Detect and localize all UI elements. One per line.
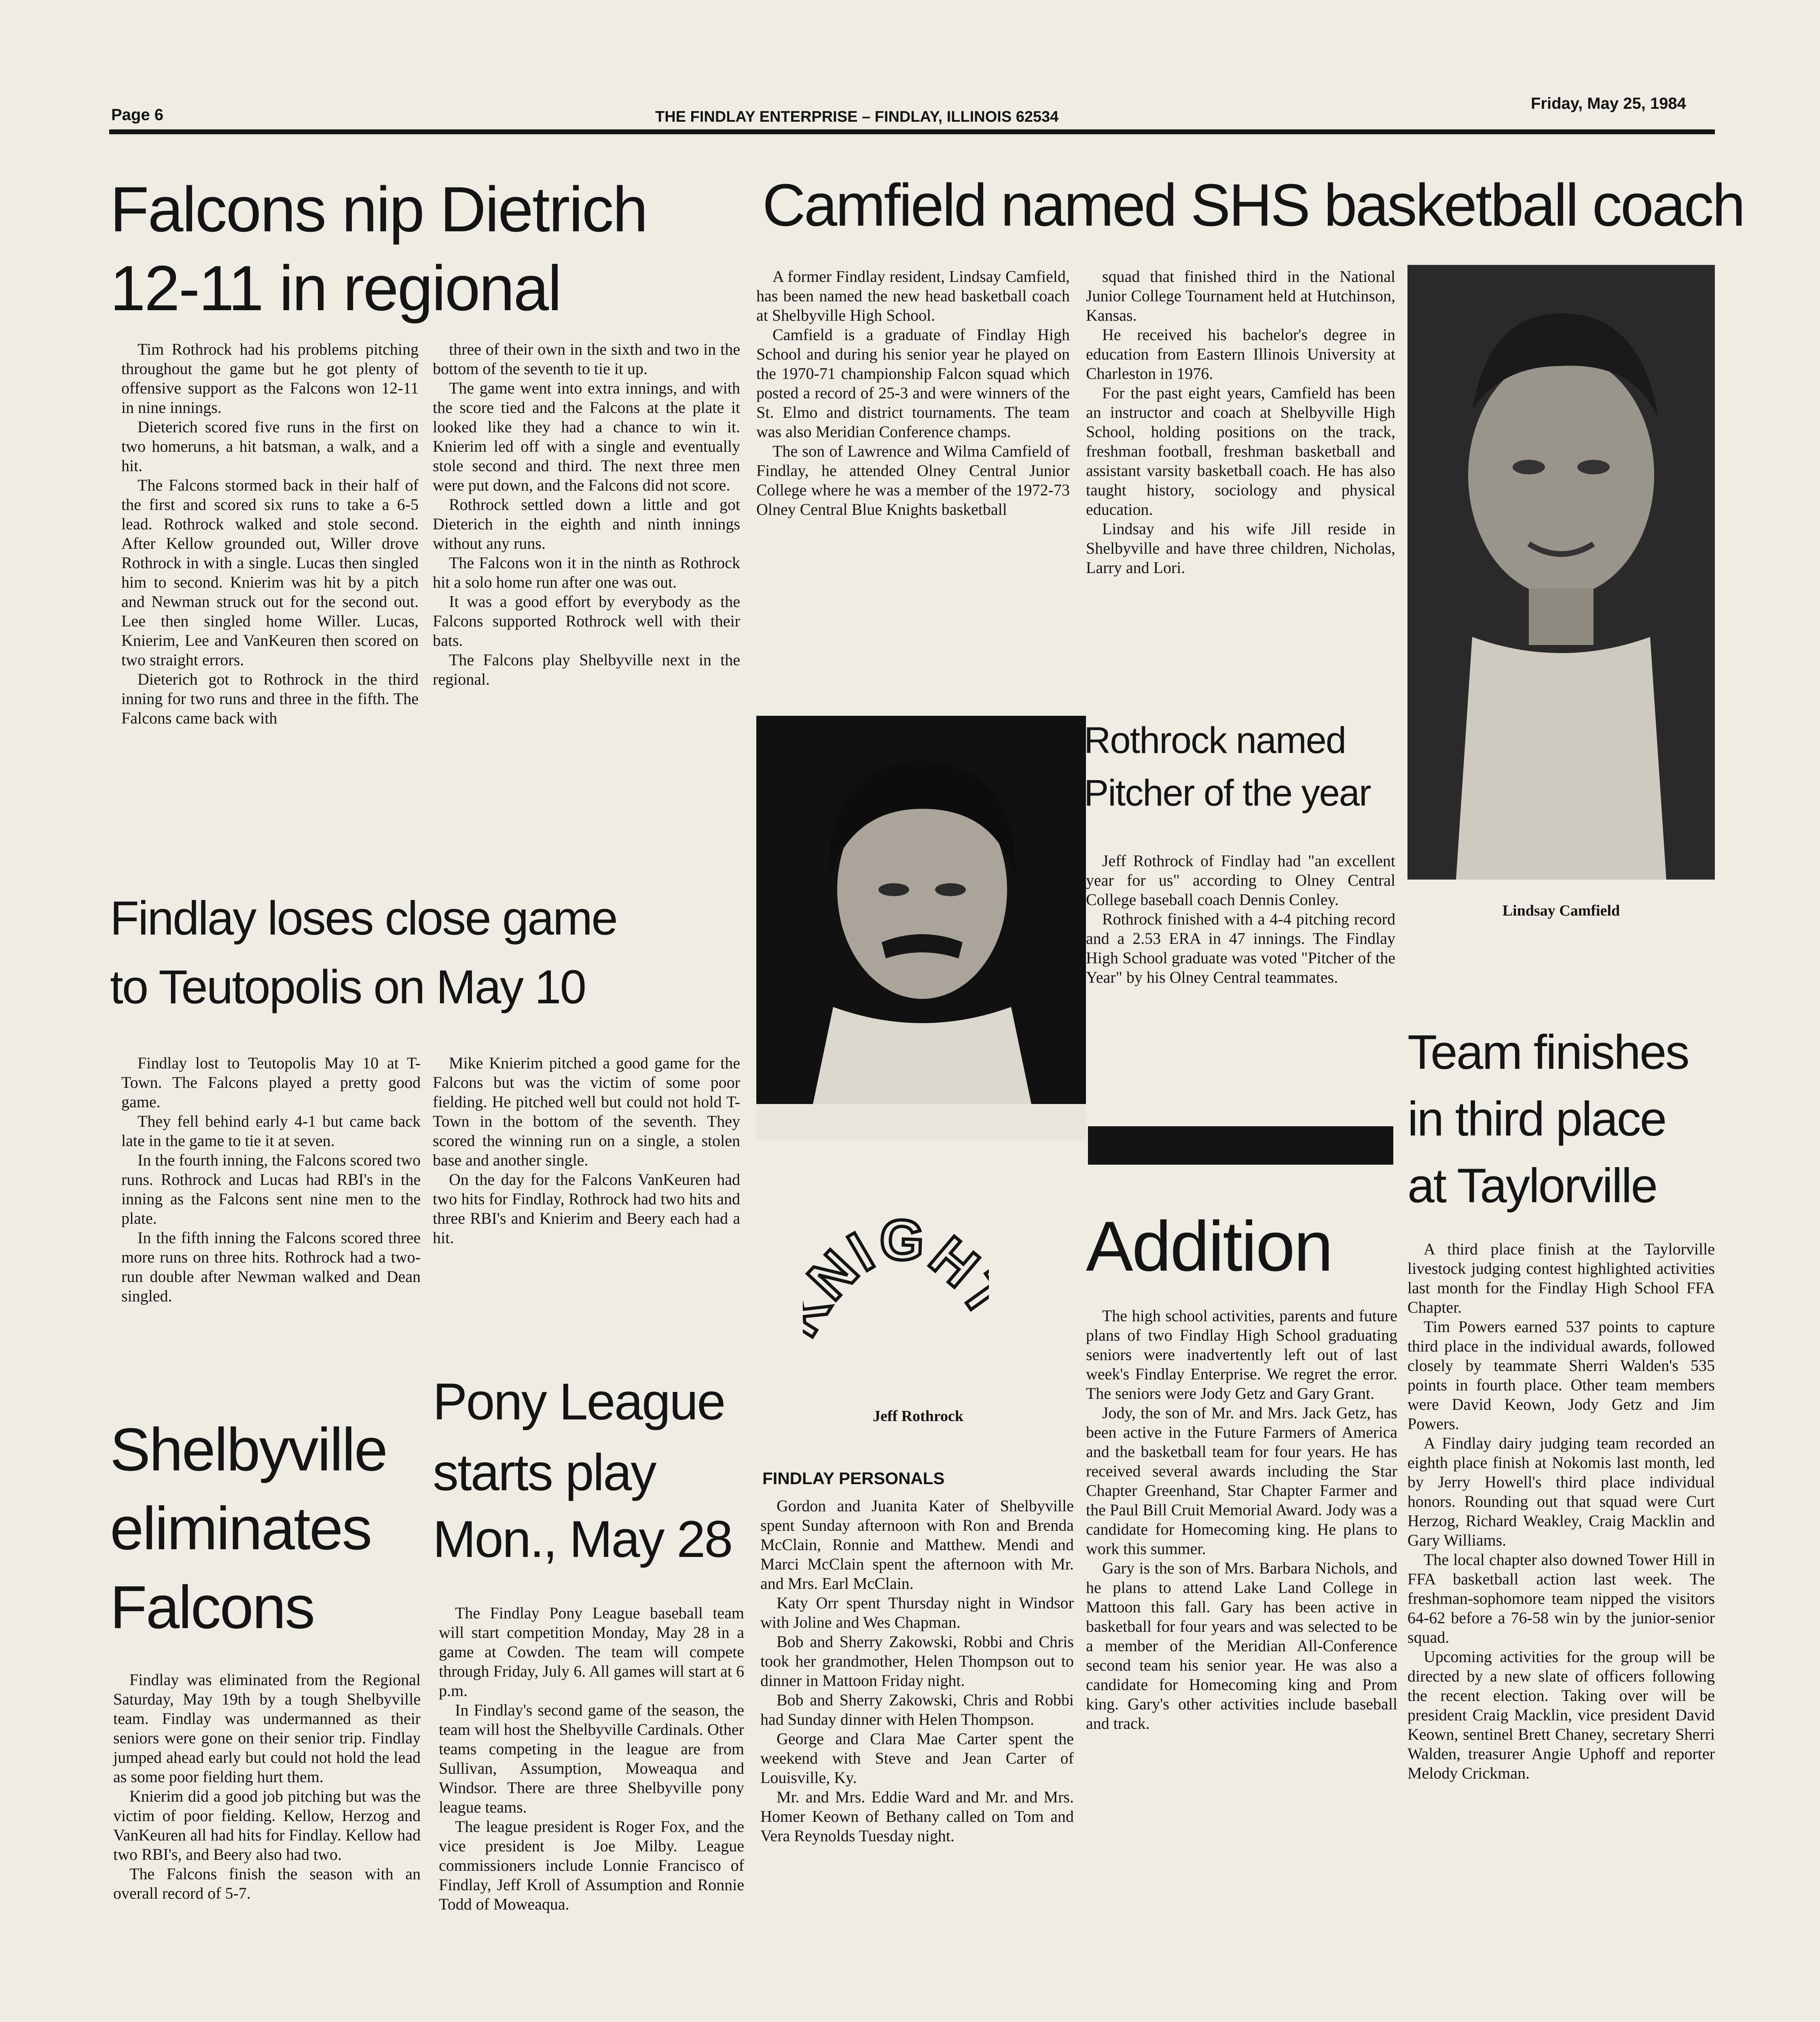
rothrock-headline-1: Rothrock named [1084,720,1346,761]
personals-body [760,1496,1074,1846]
personals-paragraph: Mr. and Mrs. Eddie Ward and Mr. and Mrs. Homer Keown of Bethany called on Tom and Vera Reynolds Tuesday night. [760,1788,1074,1845]
rothrock-body [1086,851,1395,987]
pony-body [439,1603,744,1914]
black-bar [1088,1126,1393,1165]
shelbyville-headline-3: Falcons [110,1573,314,1641]
falcons-paragraph: The Falcons stormed back in their half of the first and scored six runs to take a 6-5 lead. Rothrock walked and stole second. After Kellow grounded out, Willer drove Rothrock in with a single. Lucas then singled him to second. Knierim was hit by a pitch and Newman struck out for the second out. Lee then singled home Willer. Lucas, Knierim, Lee and VanKeuren then scored on two straight errors. [121,476,419,669]
paper-name: THE FINDLAY ENTERPRISE – FINDLAY, ILLINOIS 62534 [655,108,1059,125]
shelbyville-paragraph: The Falcons finish the season with an overall record of 5-7. [113,1865,421,1902]
camfield-paragraph: For the past eight years, Camfield has been an instructor and coach at Shelbyville High School, holding positions on the track, freshman football, freshman basketball and assistant varsity basketball coach. He has also taught history, sociology and physical education. [1086,384,1395,518]
pony-paragraph: The Findlay Pony League baseball team will start competition Monday, May 28 in a game at Cowden. The team will compete through Friday, July 6. All games will start at 6 p.m. [439,1604,744,1700]
taylorville-headline-1: Team finishes [1407,1025,1689,1079]
pony-paragraph: In Findlay's second game of the season, the team will host the Shelbyville Cardinals. Other teams competing in the league are from Sullivan, Assumption, Moweaqua and Windsor. There are three Shelbyville pony league teams. [439,1701,744,1816]
camfield-paragraph: The son of Lawrence and Wilma Camfield of Findlay, he attended Olney Central Junior College where he was a member of the 1972-73 Olney Central Blue Knights basketball [756,442,1070,518]
teutopolis-headline-2: to Teutopolis on May 10 [110,960,586,1014]
camfield-paragraph: A former Findlay resident, Lindsay Camfield, has been named the new head basketball coach at Shelbyville High School. [756,267,1070,324]
knights-jersey-text [803,1179,989,1353]
shelbyville-headline-1: Shelbyville [110,1415,387,1483]
falcons-paragraph: Dieterich scored five runs in the first on two homeruns, a hit batsman, a walk, and a hit. [121,418,419,475]
taylorville-paragraph: Upcoming activities for the group will be directed by a new slate of officers following the recent election. Taking over will be president Craig Macklin, vice president David Keown, sentinel Brett Chaney, secretary Sherri Walden, treasurer Angie Uphoff and reporter Melody Crickman. [1407,1648,1715,1782]
camfield-headline: Camfield named SHS basketball coach [762,172,1744,239]
rothrock-headline-2: Pitcher of the year [1084,772,1371,814]
shelbyville-headline-2: eliminates [110,1494,371,1562]
teutopolis-paragraph: Mike Knierim pitched a good game for the Falcons but was the victim of some poor fielding. He pitched well but could not hold T-Town in the bottom of the seventh. They scored the winning run on a single, a stolen base and another single. [433,1054,740,1169]
falcons-paragraph: Rothrock settled down a little and got Dieterich in the eighth and ninth innings without any runs. [433,495,740,552]
svg-text:KNIGHTS [803,1179,989,1347]
camfield-paragraph: He received his bachelor's degree in education from Eastern Illinois University at Charleston in 1976. [1086,326,1395,383]
falcons-paragraph: three of their own in the sixth and two in the bottom of the seventh to tie it up. [433,340,740,378]
rothrock-paragraph: Jeff Rothrock of Findlay had "an excellent year for us" according to Olney Central College baseball coach Dennis Conley. [1086,852,1395,909]
falcons-paragraph: The Falcons won it in the ninth as Rothrock hit a solo home run after one was out. [433,554,740,591]
falcons-column-2 [433,340,740,689]
pony-paragraph: The league president is Roger Fox, and the vice president is Joe Milby. League commissioners include Lonnie Francisco of Findlay, Jeff Kroll of Assumption and Ronnie Todd of Moweaqua. [439,1817,744,1913]
camfield-paragraph: Lindsay and his wife Jill reside in Shelbyville and have three children, Nicholas, Larry and Lori. [1086,520,1395,577]
falcons-paragraph: Tim Rothrock had his problems pitching throughout the game but he got plenty of offensive support as the Falcons won 12-11 in nine innings. [121,340,419,417]
camfield-paragraph: Camfield is a graduate of Findlay High School and during his senior year he played on the 1970-71 championship Falcon squad which posted a record of 25-3 and were winners of the St. Elmo and district tournaments. The team was also Meridian Conference champs. [756,326,1070,441]
pony-headline-1: Pony League [433,1373,725,1431]
camfield-caption: Lindsay Camfield [1502,902,1620,919]
rothrock-portrait-illustration [756,716,1086,1140]
teutopolis-paragraph: On the day for the Falcons VanKeuren had two hits for Findlay, Rothrock had two hits and three RBI's and Knierim and Beery each had a hit. [433,1170,740,1247]
shelbyville-body [113,1670,421,1903]
addition-paragraph: Gary is the son of Mrs. Barbara Nichols, and he plans to attend Lake Land College in Mattoon this fall. Gary has been active in basketball for four years and was selected to be a member of the Meridian All-Conference second team his senior year. He was also a candidate for Homecoming king and Prom king. Gary's other activities include baseball and track. [1086,1559,1397,1732]
personals-paragraph: Bob and Sherry Zakowski, Chris and Robbi had Sunday dinner with Helen Thompson. [760,1691,1074,1728]
addition-body [1086,1306,1397,1733]
taylorville-paragraph: The local chapter also downed Tower Hill in FFA basketball action last week. The freshman-sophomore team nipped the visitors 64-62 before a 76-58 win by the junior-senior squad. [1407,1550,1715,1646]
camfield-photo [1407,265,1715,880]
page-number: Page 6 [111,106,163,124]
taylorville-paragraph: Tim Powers earned 537 points to capture third place in the individual awards, followed closely by teammate Sherri Walden's 535 points in fourth place. Other team members were David Keown, Jody Getz and Jim Powers. [1407,1318,1715,1433]
falcons-column-1 [121,340,419,728]
taylorville-body [1407,1239,1715,1783]
addition-headline: Addition [1086,1207,1332,1286]
taylorville-paragraph: A Findlay dairy judging team recorded an eighth place finish at Nokomis last month, led by Jerry Howell's third place individual honors. Rounding out that squad were Curt Herzog, Richard Weakley, Craig Macklin and Gary Williams. [1407,1434,1715,1549]
taylorville-paragraph: A third place finish at the Taylorville livestock judging contest highlighted activities last month for the Findlay High School FFA Chapter. [1407,1240,1715,1316]
personals-paragraph: Katy Orr spent Thursday night in Windsor with Joline and Wes Chapman. [760,1594,1074,1631]
taylorville-headline-2: in third place [1407,1092,1666,1146]
teutopolis-paragraph: Findlay lost to Teutopolis May 10 at T-Town. The Falcons played a pretty good game. [121,1054,421,1111]
personals-paragraph: George and Clara Mae Carter spent the weekend with Steve and Jean Carter of Louisville, Ky. [760,1730,1074,1787]
falcons-paragraph: The Falcons play Shelbyville next in the regional. [433,651,740,688]
falcons-paragraph: It was a good effort by everybody as the Falcons supported Rothrock well with their bats. [433,592,740,649]
falcons-paragraph: Dieterich got to Rothrock in the third inning for two runs and three in the fifth. The Falcons came back with [121,670,419,727]
teutopolis-column-2 [433,1053,740,1248]
rothrock-paragraph: Rothrock finished with a 4-4 pitching record and a 2.53 ERA in 47 innings. The Findlay High School graduate was voted "Pitcher of the Year" by his Olney Central teammates. [1086,910,1395,986]
rothrock-photo [756,716,1086,1140]
falcons-headline-1: Falcons nip Dietrich [110,174,647,245]
addition-paragraph: Jody, the son of Mr. and Mrs. Jack Getz, has been active in the Future Farmers of America and the basketball team for four years. He has received several awards including the Star Chapter Greenhand, Star Chapter Farmer and the Paul Bill Cruit Memorial Award. Jody was a candidate for Homecoming king. He plans to work this summer. [1086,1404,1397,1558]
rothrock-caption: Jeff Rothrock [872,1408,964,1425]
teutopolis-paragraph: In the fourth inning, the Falcons scored two runs. Rothrock and Lucas had RBI's in the inning as the Falcons sent nine men to the plate. [121,1151,421,1227]
jersey-lettering: NIGH [803,1207,989,1312]
addition-paragraph: The high school activities, parents and future plans of two Findlay High School graduating seniors were inadvertently left out of last week's Findlay Enterprise. We regret the error. The seniors were Jody Getz and Gary Grant. [1086,1307,1397,1402]
masthead-rule [109,129,1715,134]
camfield-column-1 [756,267,1070,519]
personals-paragraph: Bob and Sherry Zakowski, Robbi and Chris took her grandmother, Helen Thompson out to dinner in Mattoon Friday night. [760,1633,1074,1690]
teutopolis-headline-1: Findlay loses close game [110,892,617,945]
camfield-column-2 [1086,267,1395,577]
personals-paragraph: Gordon and Juanita Kater of Shelbyville spent Sunday afternoon with Ron and Brenda McClain, Ronnie and Matthew. Mendi and Marci McClain spent the afternoon with Mr. and Mrs. Earl McClain. [760,1497,1074,1593]
shelbyville-paragraph: Findlay was eliminated from the Regional Saturday, May 19th by a tough Shelbyville team. Findlay was undermanned as their seniors were gone on their senior trip. Findlay jumped ahead early but could not hold the lead as some poor fielding hurt them. [113,1671,421,1786]
pony-headline-2: starts play [433,1444,656,1502]
teutopolis-column-1 [121,1053,421,1306]
taylorville-headline-3: at Taylorville [1407,1159,1657,1213]
shelbyville-paragraph: Knierim did a good job pitching but was the victim of poor fielding. Kellow, Herzog and VanKeuren all had hits for Findlay. Kellow had two RBI's, and Beery also had two. [113,1787,421,1863]
issue-date: Friday, May 25, 1984 [1531,95,1686,112]
personals-heading: FINDLAY PERSONALS [762,1469,945,1488]
portrait-illustration [1407,265,1715,880]
pony-headline-3: Mon., May 28 [433,1510,732,1568]
camfield-paragraph: squad that finished third in the National Junior College Tournament held at Hutchinson, Kansas. [1086,267,1395,324]
falcons-headline-2: 12-11 in regional [110,253,561,324]
falcons-paragraph: The game went into extra innings, and with the score tied and the Falcons at the plate it looked like they had a chance to win it. Knierim led off with a single and eventually stole second and third. The next three men were put down, and the Falcons did not score. [433,379,740,494]
teutopolis-paragraph: They fell behind early 4-1 but came back late in the game to tie it at seven. [121,1112,421,1150]
teutopolis-paragraph: In the fifth inning the Falcons scored three more runs on three hits. Rothrock had a two-run double after Newman walked and Dean singled. [121,1229,421,1305]
